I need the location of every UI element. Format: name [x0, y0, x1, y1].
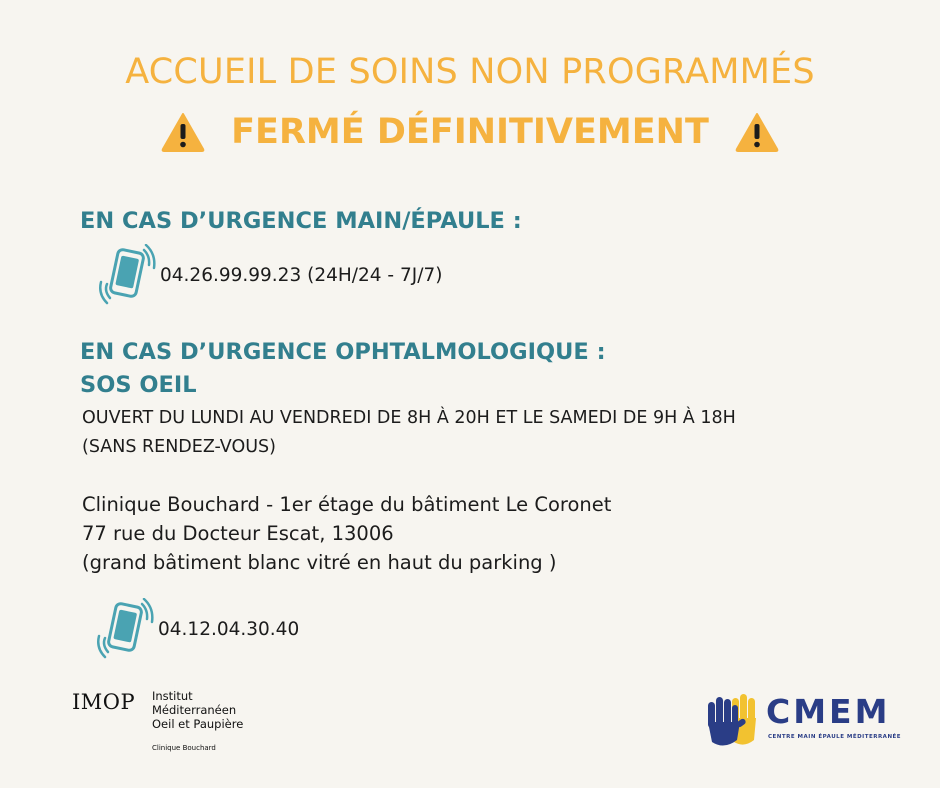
closed-banner: [0, 112, 940, 152]
imop-line-2: Méditerranéen: [152, 703, 237, 717]
cmem-logo-subtitle: CENTRE MAIN ÉPAULE MÉDITERRANÉE: [768, 734, 902, 740]
phone-icon: [98, 244, 158, 306]
no-appointment-note: (SANS RENDEZ-VOUS): [82, 437, 276, 457]
sos-oeil-heading: SOS OEIL: [80, 372, 197, 398]
imop-line-1: Institut: [152, 689, 193, 703]
hand-shoulder-phone-number[interactable]: 04.26.99.99.23 (24H/24 - 7J/7): [160, 264, 443, 286]
cmem-logo: [702, 688, 902, 752]
ophthalmo-heading: EN CAS D’URGENCE OPHTALMOLOGIQUE :: [80, 339, 606, 365]
warning-icon: [161, 112, 205, 152]
address-line-1: Clinique Bouchard - 1er étage du bâtiment Le Coronet: [82, 493, 612, 516]
ophthalmo-phone-row: [96, 598, 299, 660]
address-line-3: (grand bâtiment blanc vitré en haut du parking ): [82, 551, 557, 574]
imop-logo-subtitle: Clinique Bouchard: [152, 744, 216, 752]
page-title: ACCUEIL DE SOINS NON PROGRAMMÉS: [125, 52, 815, 92]
cmem-logo-mark: CMEM: [766, 692, 891, 731]
hands-icon: [702, 688, 764, 750]
closed-notice: FERMÉ DÉFINITIVEMENT: [231, 112, 709, 152]
phone-icon: [96, 598, 156, 660]
ophthalmo-phone-number[interactable]: 04.12.04.30.40: [158, 618, 300, 640]
hand-shoulder-phone-row: [98, 244, 442, 306]
imop-logo-text: [152, 689, 243, 731]
imop-logo-mark: IMOP: [72, 690, 136, 714]
imop-line-3: Oeil et Paupière: [152, 717, 244, 731]
imop-logo: [72, 686, 272, 756]
address-line-2: 77 rue du Docteur Escat, 13006: [82, 522, 394, 545]
opening-hours: OUVERT DU LUNDI AU VENDREDI DE 8H À 20H ET LE SAMEDI DE 9H À 18H: [82, 408, 736, 428]
hand-shoulder-heading: EN CAS D’URGENCE MAIN/ÉPAULE :: [80, 208, 522, 234]
warning-icon: [735, 112, 779, 152]
